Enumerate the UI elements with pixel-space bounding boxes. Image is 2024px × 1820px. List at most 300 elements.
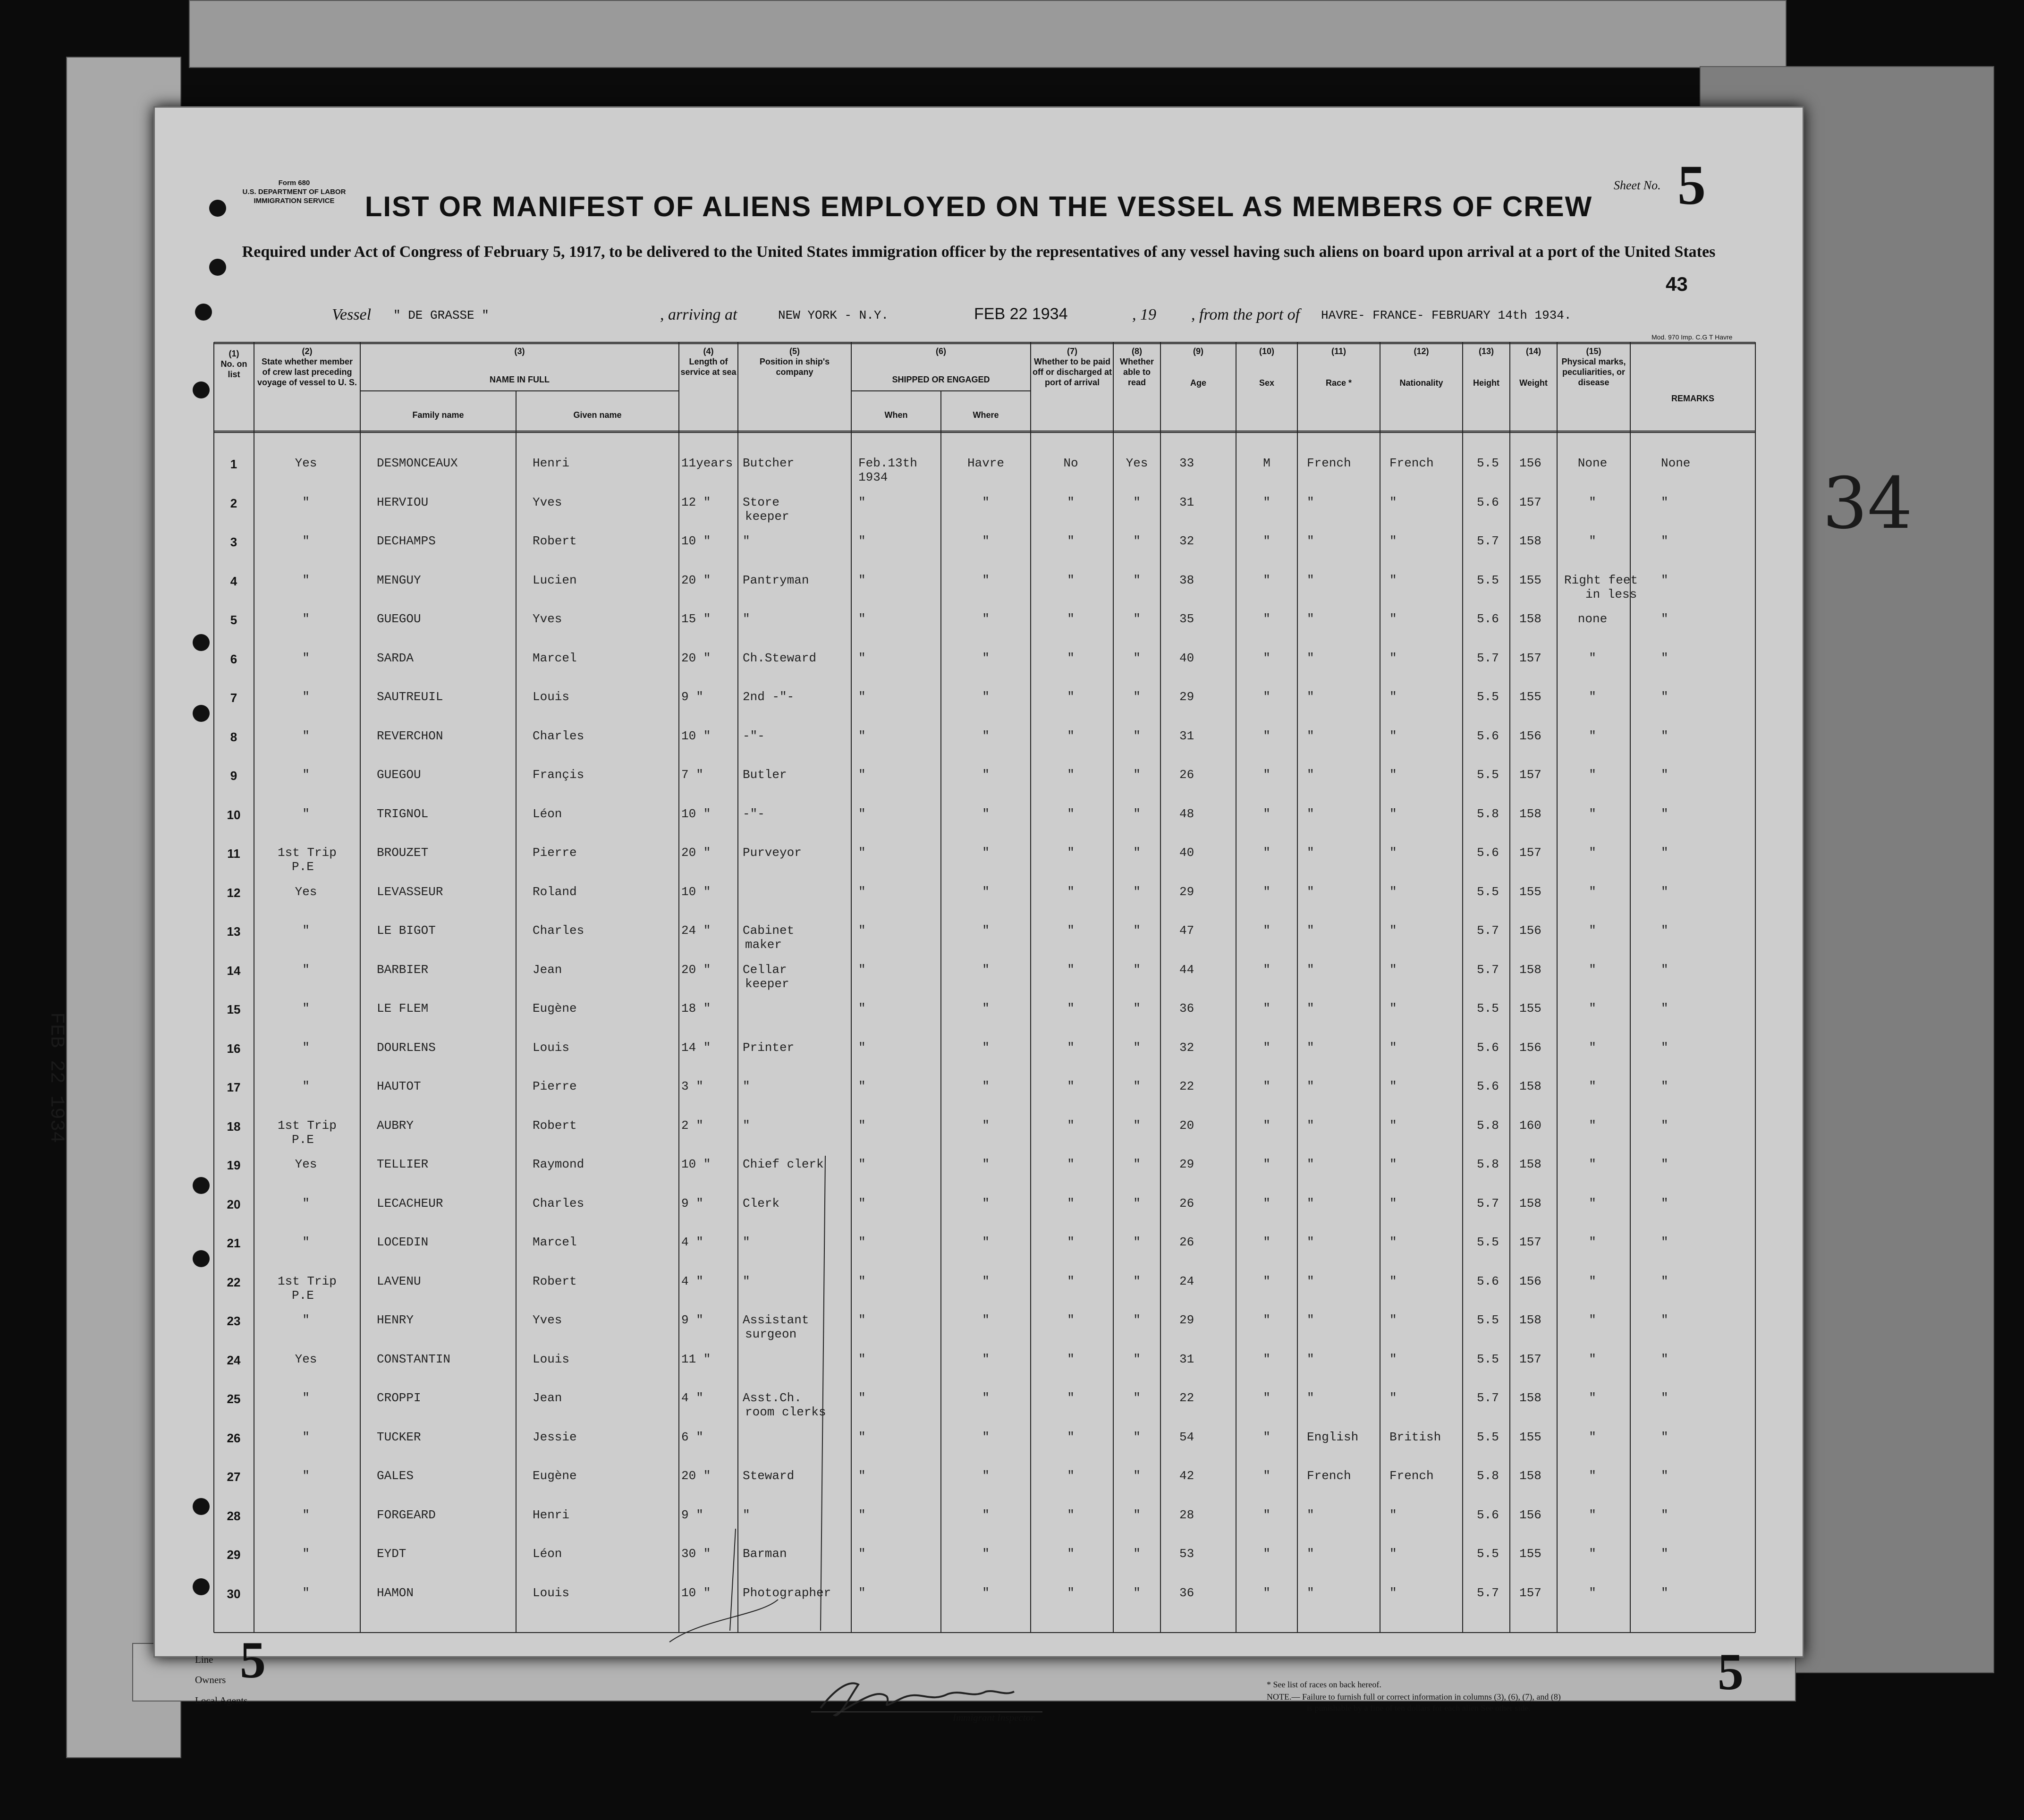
cell-paid: " <box>1067 884 1075 899</box>
cell-race: " <box>1307 1079 1314 1093</box>
cell-sex: " <box>1263 1001 1270 1016</box>
cell-paid: " <box>1067 1430 1075 1444</box>
cell-age: 32 <box>1179 534 1194 548</box>
cell-weight: 155 <box>1519 690 1541 704</box>
cell-race: " <box>1307 612 1314 626</box>
cell-remarks: " <box>1661 884 1668 899</box>
col-header-height: (13) Height <box>1473 347 1499 388</box>
cell-given: Louis <box>533 1040 570 1055</box>
cell-crew: 1st Trip <box>278 1274 337 1288</box>
cell-remarks: " <box>1661 1118 1668 1133</box>
cell-marks: " <box>1589 495 1596 509</box>
cell-weight: 156 <box>1519 923 1541 938</box>
cell-marks: " <box>1589 884 1596 899</box>
cell-remarks: " <box>1661 1391 1668 1405</box>
background-sheet-top <box>189 0 1787 68</box>
cell-service: 10 " <box>681 1585 711 1600</box>
cell-when: " <box>858 1118 866 1133</box>
cell-where: " <box>982 1196 990 1211</box>
cell-given: Jessie <box>533 1430 577 1444</box>
cell-when: " <box>858 884 866 899</box>
row-number: 19 <box>227 1158 241 1172</box>
cell-weight: 157 <box>1519 846 1541 860</box>
cell-remarks: " <box>1661 728 1668 743</box>
cell-remarks: " <box>1661 651 1668 665</box>
cell-age: 54 <box>1179 1430 1194 1444</box>
cell-weight: 158 <box>1519 806 1541 821</box>
cell-read: " <box>1133 1352 1141 1366</box>
cell-where: " <box>982 884 990 899</box>
cell-remarks: " <box>1661 846 1668 860</box>
cell-weight: 156 <box>1519 728 1541 743</box>
cell-age: 53 <box>1179 1547 1194 1561</box>
cell-sex: " <box>1263 806 1270 821</box>
cell-service: 11years <box>681 456 733 470</box>
footer-note-penalty-1: NOTE.— Failure to furnish full or correct information in columns (3), (6), (7), and (8) <box>1267 1692 1561 1701</box>
cell-position: Photographer <box>743 1585 831 1600</box>
cell-race: " <box>1307 768 1314 782</box>
cell-remarks: " <box>1661 534 1668 548</box>
cell-sex: " <box>1263 651 1270 665</box>
cell-position: Barman <box>743 1547 787 1561</box>
cell-nat: " <box>1389 1157 1397 1171</box>
row-number: 9 <box>230 769 237 783</box>
cell-read: " <box>1133 1313 1141 1327</box>
col-header-crew: (2) State whether member of crew last preceding voyage of vessel to U. S. <box>257 347 357 387</box>
cell-crew: " <box>302 534 310 548</box>
cell-marks: " <box>1589 1157 1596 1171</box>
cell-nat: " <box>1389 1196 1397 1211</box>
cell-when: " <box>858 573 866 587</box>
page-count: 43 <box>1666 273 1688 295</box>
cell-nat: " <box>1389 1585 1397 1600</box>
cell-sex: " <box>1263 690 1270 704</box>
footer-owners-label: Owners <box>195 1674 226 1685</box>
cell-read: " <box>1133 1547 1141 1561</box>
cell-remarks: " <box>1661 495 1668 509</box>
cell-given: Eugène <box>533 1001 577 1016</box>
cell-weight: 158 <box>1519 1469 1541 1483</box>
manifest-sheet <box>153 106 1804 1723</box>
cell-given: Marcel <box>533 651 577 665</box>
cell-nat: French <box>1389 456 1434 470</box>
col-header-shipped-num: (6) <box>936 347 946 356</box>
cell-remarks: " <box>1661 806 1668 821</box>
vessel-name: " DE GRASSE " <box>393 308 489 322</box>
cell-marks: " <box>1589 1507 1596 1522</box>
cell-when: " <box>858 846 866 860</box>
cell-remarks: " <box>1661 768 1668 782</box>
cell-age: 47 <box>1179 923 1194 938</box>
cell-service: 10 " <box>681 1157 711 1171</box>
cell-given: Raymond <box>533 1157 584 1171</box>
inspector-label: Immigrant Inspector. <box>953 1712 1036 1723</box>
cell-age: 29 <box>1179 1313 1194 1327</box>
cell-read: " <box>1133 1157 1141 1171</box>
cell-marks: " <box>1589 1469 1596 1483</box>
cell-read: " <box>1133 846 1141 860</box>
cell-sex: " <box>1263 1585 1270 1600</box>
cell-nat: " <box>1389 846 1397 860</box>
row-number: 24 <box>227 1353 241 1367</box>
cell-given: Roland <box>533 884 577 899</box>
cell-crew: 1st Trip <box>278 846 337 860</box>
cell-height: 5.7 <box>1477 923 1499 938</box>
cell-where: " <box>982 651 990 665</box>
cell-when: " <box>858 1274 866 1288</box>
cell-position: Purveyor <box>743 846 802 860</box>
cell-service: 15 " <box>681 612 711 626</box>
cell-crew2: P.E <box>292 1132 314 1147</box>
col-header-family: Family name <box>412 410 464 420</box>
cell-service: 4 " <box>681 1274 703 1288</box>
cell-position: " <box>743 1079 750 1093</box>
cell-marks: " <box>1589 806 1596 821</box>
cell-weight: 156 <box>1519 1040 1541 1055</box>
cell-age: 26 <box>1179 1235 1194 1249</box>
cell-height: 5.5 <box>1477 768 1499 782</box>
cell-weight: 155 <box>1519 1547 1541 1561</box>
cell-when: " <box>858 495 866 509</box>
cell-remarks: " <box>1661 1469 1668 1483</box>
cell-family: BROUZET <box>377 846 429 860</box>
cell-family: LOCEDIN <box>377 1235 429 1249</box>
cell-position: Pantryman <box>743 573 809 587</box>
cell-weight: 158 <box>1519 1079 1541 1093</box>
cell-family: LAVENU <box>377 1274 421 1288</box>
cell-weight: 157 <box>1519 1352 1541 1366</box>
cell-weight: 158 <box>1519 1391 1541 1405</box>
cell-given: Lucien <box>533 573 577 587</box>
cell-sex: " <box>1263 1352 1270 1366</box>
cell-marks: " <box>1589 1118 1596 1133</box>
cell-crew: " <box>302 1001 310 1016</box>
cell-service: 10 " <box>681 884 711 899</box>
col-header-nationality: (12) Nationality <box>1399 347 1443 388</box>
cell-family: GUEGOU <box>377 612 421 626</box>
cell-given: Pierre <box>533 1079 577 1093</box>
cell-paid: " <box>1067 612 1075 626</box>
row-number: 15 <box>227 1002 241 1016</box>
cell-position2: keeper <box>745 509 789 524</box>
row-number: 23 <box>227 1314 241 1328</box>
cell-weight: 158 <box>1519 1157 1541 1171</box>
row-number: 6 <box>230 652 237 666</box>
cell-race: " <box>1307 495 1314 509</box>
cell-read: " <box>1133 1430 1141 1444</box>
cell-paid: " <box>1067 1391 1075 1405</box>
cell-read: " <box>1133 923 1141 938</box>
cell-paid: " <box>1067 534 1075 548</box>
cell-service: 10 " <box>681 728 711 743</box>
cell-where: " <box>982 1391 990 1405</box>
cell-race: " <box>1307 1313 1314 1327</box>
cell-paid: " <box>1067 1196 1075 1211</box>
cell-nat: " <box>1389 728 1397 743</box>
cell-read: " <box>1133 768 1141 782</box>
cell-where: " <box>982 1585 990 1600</box>
cell-weight: 157 <box>1519 651 1541 665</box>
cell-position2: keeper <box>745 976 789 991</box>
cell-family: LECACHEUR <box>377 1196 443 1211</box>
cell-marks: " <box>1589 1547 1596 1561</box>
cell-paid: " <box>1067 846 1075 860</box>
cell-age: 26 <box>1179 768 1194 782</box>
cell-nat: " <box>1389 1235 1397 1249</box>
cell-sex: " <box>1263 1547 1270 1561</box>
cell-position: Store <box>743 495 780 509</box>
col-header-sex: (10) Sex <box>1259 347 1275 388</box>
cell-sex: " <box>1263 1313 1270 1327</box>
cell-read: " <box>1133 612 1141 626</box>
cell-height: 5.6 <box>1477 1274 1499 1288</box>
cell-position: Assistant <box>743 1313 809 1327</box>
year-label: , 19 <box>1132 306 1156 323</box>
cell-height: 5.6 <box>1477 1040 1499 1055</box>
footer-agents-label: Local Agents <box>195 1695 248 1706</box>
cell-given: Yves <box>533 612 562 626</box>
cell-where: " <box>982 806 990 821</box>
cell-crew: Yes <box>295 884 317 899</box>
row-number: 25 <box>227 1392 241 1406</box>
cell-given: Charles <box>533 1196 584 1211</box>
cell-paid: " <box>1067 1469 1075 1483</box>
col-header-weight: (14) Weight <box>1519 347 1548 388</box>
col-header-position: (5) Position in ship's company <box>759 347 830 377</box>
cell-height: 5.6 <box>1477 495 1499 509</box>
cell-when: " <box>858 1079 866 1093</box>
cell-marks: " <box>1589 768 1596 782</box>
cell-given: Louis <box>533 1352 570 1366</box>
cell-where: " <box>982 923 990 938</box>
cell-service: 4 " <box>681 1391 703 1405</box>
cell-service: 20 " <box>681 846 711 860</box>
cell-when: " <box>858 1469 866 1483</box>
cell-remarks: " <box>1661 962 1668 977</box>
cell-given: Léon <box>533 806 562 821</box>
cell-service: 7 " <box>681 768 703 782</box>
cell-height: 5.8 <box>1477 1469 1499 1483</box>
cell-race: English <box>1307 1430 1359 1444</box>
cell-race: " <box>1307 1001 1314 1016</box>
cell-where: " <box>982 690 990 704</box>
cell-family: TRIGNOL <box>377 806 429 821</box>
cell-remarks: " <box>1661 612 1668 626</box>
cell-crew: " <box>302 728 310 743</box>
row-number: 1 <box>230 457 237 471</box>
cell-crew: " <box>302 923 310 938</box>
cell-remarks: None <box>1661 456 1691 470</box>
cell-paid: No <box>1063 456 1078 470</box>
cell-height: 5.5 <box>1477 1235 1499 1249</box>
cell-crew: " <box>302 495 310 509</box>
cell-race: " <box>1307 1391 1314 1405</box>
cell-family: DECHAMPS <box>377 534 436 548</box>
cell-when: " <box>858 1585 866 1600</box>
cell-position: Steward <box>743 1469 795 1483</box>
cell-age: 29 <box>1179 1157 1194 1171</box>
cell-service: 20 " <box>681 962 711 977</box>
cell-paid: " <box>1067 1001 1075 1016</box>
cell-height: 5.7 <box>1477 1585 1499 1600</box>
cell-height: 5.8 <box>1477 1118 1499 1133</box>
cell-paid: " <box>1067 1079 1075 1093</box>
cell-when: " <box>858 1196 866 1211</box>
col-header-physical-marks: (15) Physical marks, peculiarities, or disease <box>1561 347 1626 387</box>
row-number: 2 <box>230 496 237 510</box>
cell-sex: " <box>1263 1430 1270 1444</box>
cell-crew: " <box>302 573 310 587</box>
cell-read: " <box>1133 728 1141 743</box>
col-header-remarks: REMARKS <box>1671 394 1714 403</box>
row-number: 18 <box>227 1119 241 1134</box>
cell-crew: " <box>302 1235 310 1249</box>
cell-family: LE BIGOT <box>377 923 436 938</box>
cell-sex: " <box>1263 1507 1270 1522</box>
col-header-race: (11) Race * <box>1325 347 1352 388</box>
cell-read: " <box>1133 690 1141 704</box>
cell-read: " <box>1133 573 1141 587</box>
cell-given: Robert <box>533 1274 577 1288</box>
cell-marks: " <box>1589 534 1596 548</box>
cell-family: SAUTREUIL <box>377 690 443 704</box>
cell-service: 20 " <box>681 1469 711 1483</box>
cell-service: 18 " <box>681 1001 711 1016</box>
cell-race: " <box>1307 1507 1314 1522</box>
cell-read: " <box>1133 1507 1141 1522</box>
cell-marks2: in less <box>1585 587 1637 601</box>
cell-when: " <box>858 651 866 665</box>
cell-position: Printer <box>743 1040 795 1055</box>
cell-age: 26 <box>1179 1196 1194 1211</box>
cell-age: 48 <box>1179 806 1194 821</box>
cell-age: 38 <box>1179 573 1194 587</box>
cell-crew: " <box>302 1469 310 1483</box>
cell-when: " <box>858 1040 866 1055</box>
cell-nat: " <box>1389 1507 1397 1522</box>
cell-weight: 158 <box>1519 962 1541 977</box>
cell-where: " <box>982 612 990 626</box>
row-number: 7 <box>230 691 237 705</box>
cell-given: Henri <box>533 456 570 470</box>
cell-where: " <box>982 1040 990 1055</box>
footer-sheet-mark-right: 5 <box>1718 1643 1744 1701</box>
cell-crew: " <box>302 1040 310 1055</box>
cell-sex: " <box>1263 728 1270 743</box>
cell-family: EYDT <box>377 1547 406 1561</box>
cell-nat: " <box>1389 690 1397 704</box>
cell-remarks: " <box>1661 1547 1668 1561</box>
cell-paid: " <box>1067 1507 1075 1522</box>
page-subtitle: Required under Act of Congress of February 5, 1917, to be delivered to the United States immigration officer by the representatives of any vessel having such aliens on board upon arrival at a port of the United States <box>242 243 1716 261</box>
cell-service: 12 " <box>681 495 711 509</box>
cell-position: " <box>743 534 750 548</box>
cell-nat: " <box>1389 495 1397 509</box>
cell-marks: " <box>1589 1430 1596 1444</box>
cell-family: MENGUY <box>377 573 421 587</box>
cell-marks: " <box>1589 690 1596 704</box>
cell-marks: " <box>1589 728 1596 743</box>
cell-family: DOURLENS <box>377 1040 436 1055</box>
cell-read: " <box>1133 1235 1141 1249</box>
cell-position: Chief clerk <box>743 1157 824 1171</box>
cell-crew: " <box>302 651 310 665</box>
cell-given: Robert <box>533 534 577 548</box>
row-number: 30 <box>227 1586 241 1601</box>
cell-where: " <box>982 1313 990 1327</box>
cell-when: " <box>858 728 866 743</box>
cell-race: " <box>1307 1196 1314 1211</box>
cell-service: 10 " <box>681 534 711 548</box>
cell-paid: " <box>1067 768 1075 782</box>
cell-remarks: " <box>1661 923 1668 938</box>
cell-when: " <box>858 612 866 626</box>
cell-read: " <box>1133 962 1141 977</box>
arrival-date-stamp: FEB 22 1934 <box>974 305 1068 323</box>
cell-weight: 160 <box>1519 1118 1541 1133</box>
print-mark: Mod. 970 Imp. C.G T Havre <box>1651 333 1733 341</box>
cell-weight: 155 <box>1519 1001 1541 1016</box>
row-number: 21 <box>227 1236 241 1250</box>
cell-service: 30 " <box>681 1547 711 1561</box>
cell-age: 22 <box>1179 1079 1194 1093</box>
cell-family: HERVIOU <box>377 495 429 509</box>
cell-crew: " <box>302 768 310 782</box>
cell-height: 5.6 <box>1477 728 1499 743</box>
cell-age: 44 <box>1179 962 1194 977</box>
cell-position: Butler <box>743 768 787 782</box>
cell-paid: " <box>1067 495 1075 509</box>
cell-race: " <box>1307 1352 1314 1366</box>
cell-crew: " <box>302 806 310 821</box>
cell-where: " <box>982 728 990 743</box>
cell-sex: " <box>1263 1196 1270 1211</box>
cell-when: Feb.13th <box>858 456 917 470</box>
cell-marks: " <box>1589 846 1596 860</box>
cell-sex: " <box>1263 495 1270 509</box>
cell-read: " <box>1133 651 1141 665</box>
cell-nat: " <box>1389 1001 1397 1016</box>
cell-nat: " <box>1389 612 1397 626</box>
cell-marks: none <box>1577 612 1608 626</box>
cell-when: " <box>858 1352 866 1366</box>
cell-height: 5.6 <box>1477 612 1499 626</box>
cell-nat: " <box>1389 806 1397 821</box>
cell-race: " <box>1307 962 1314 977</box>
cell-nat: " <box>1389 1391 1397 1405</box>
cell-race: " <box>1307 690 1314 704</box>
cell-family: HAUTOT <box>377 1079 421 1093</box>
cell-weight: 156 <box>1519 1274 1541 1288</box>
cell-sex: " <box>1263 534 1270 548</box>
row-number: 26 <box>227 1431 241 1445</box>
cell-read: " <box>1133 1274 1141 1288</box>
col-header-shipped: SHIPPED OR ENGAGED <box>892 375 990 384</box>
cell-sex: " <box>1263 768 1270 782</box>
cell-when: " <box>858 962 866 977</box>
cell-weight: 158 <box>1519 534 1541 548</box>
cell-remarks: " <box>1661 1079 1668 1093</box>
row-number: 27 <box>227 1470 241 1484</box>
cell-given: Léon <box>533 1547 562 1561</box>
cell-race: French <box>1307 1469 1351 1483</box>
cell-sex: " <box>1263 923 1270 938</box>
from-port: HAVRE- FRANCE- FEBRUARY 14th 1934. <box>1321 308 1572 322</box>
cell-when: " <box>858 1157 866 1171</box>
cell-height: 5.5 <box>1477 690 1499 704</box>
cell-nat: " <box>1389 923 1397 938</box>
cell-given: Jean <box>533 1391 562 1405</box>
